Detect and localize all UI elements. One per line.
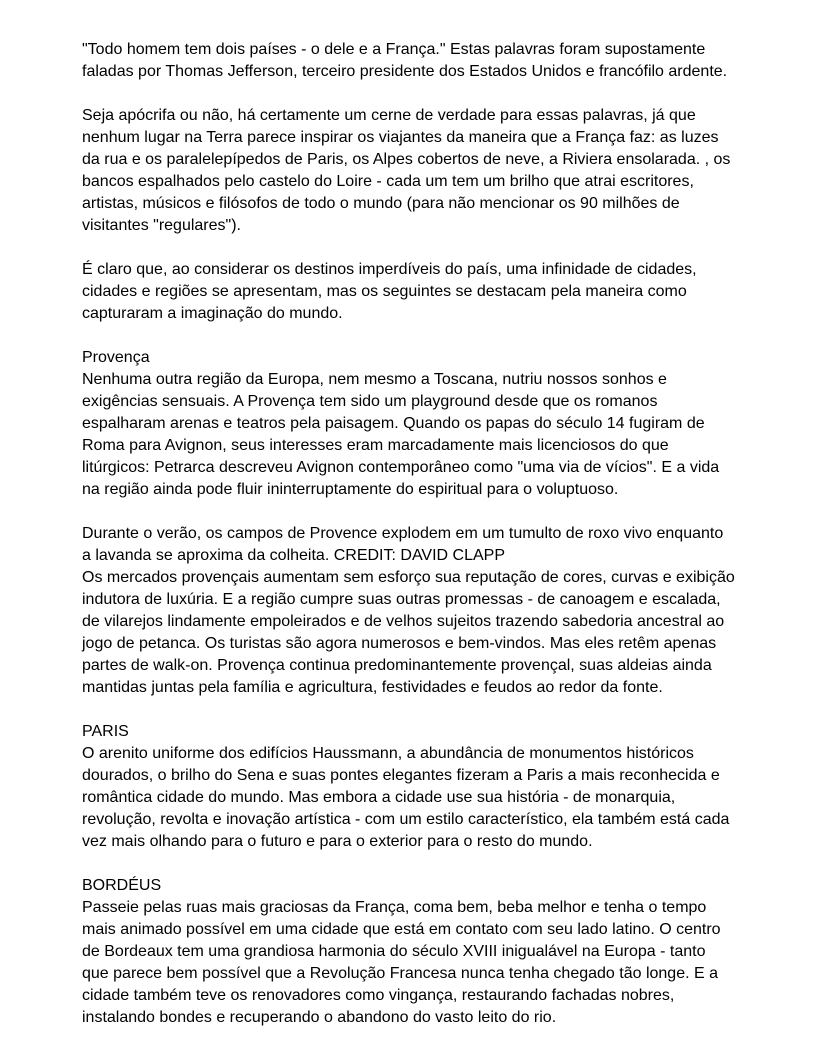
- provence-photo-caption: Durante o verão, os campos de Provence explodem em um tumulto de roxo vivo enquanto a lavanda se aproxima da colheita. CREDIT: DAVID CLAPP: [82, 525, 724, 564]
- document-page: [82, 39, 742, 1029]
- intro-paragraph-2: Seja apócrifa ou não, há certamente um cerne de verdade para essas palavras, já que nenhum lugar na Terra parece inspirar os viajantes da maneira que a França faz: as luzes da rua e os paralelepípedos de Paris, os Alpes cobertos de neve, a Riviera ensolarada. , os bancos espalhados pelo castelo do Loire - cada um tem um brilho que atrai escritores, artistas, músicos e filósofos de todo o mundo (para não mencionar os 90 milhões de visitantes "regulares").: [82, 107, 731, 234]
- section-heading-provence: Provença: [82, 349, 150, 366]
- paragraph-gap: [82, 237, 742, 259]
- section-bordeaux: [82, 875, 742, 1029]
- paragraph-gap: [82, 83, 742, 105]
- section-provence: [82, 347, 742, 699]
- paragraph-gap: [82, 325, 742, 347]
- provence-paragraph-2: Os mercados provençais aumentam sem esforço sua reputação de cores, curvas e exibição indutora de luxúria. E a região cumpre suas outras promessas - de canoagem e escalada, de vilarejos lindamente empoleirados e de velhos sujeitos trazendo sabedoria ancestral ao jogo de petanca. Os turistas são agora numerosos e bem-vindos. Mas eles retêm apenas partes de walk-on. Provença continua predominantemente provençal, suas aldeias ainda mantidas juntas pela família e agricultura, festividades e feudos ao redor da fonte.: [82, 569, 735, 696]
- paragraph-gap: [82, 853, 742, 875]
- section-heading-bordeaux: BORDÉUS: [82, 877, 162, 894]
- provence-paragraph-1: Nenhuma outra região da Europa, nem mesmo a Toscana, nutriu nossos sonhos e exigências sensuais. A Provença tem sido um playground desde que os romanos espalharam arenas e teatros pela paisagem. Quando os papas do século 14 fugiram de Roma para Avignon, seus interesses eram marcadamente mais licenciosos do que litúrgicos: Petrarca descreveu Avignon contemporâneo como "uma via de vícios". E a vida na região ainda pode fluir ininterruptamente do espiritual para o voluptuoso.: [82, 371, 720, 498]
- paragraph-gap: [82, 501, 742, 523]
- intro-paragraph-1: "Todo homem tem dois países - o dele e a França." Estas palavras foram supostamente faladas por Thomas Jefferson, terceiro presidente dos Estados Unidos e francófilo ardente.: [82, 41, 728, 80]
- bordeaux-paragraph: Passeie pelas ruas mais graciosas da França, coma bem, beba melhor e tenha o tempo mais animado possível em uma cidade que está em contato com seu lado latino. O centro de Bordeaux tem uma grandiosa harmonia do século XVIII inigualável na Europa - tanto que parece bem possível que a Revolução Francesa nunca tenha chegado tão longe. E a cidade também teve os renovadores como vingança, restaurando fachadas nobres, instalando bondes e recuperando o abandono do vasto leito do rio.: [82, 899, 721, 1026]
- section-heading-paris: PARIS: [82, 723, 129, 740]
- intro-paragraph-3: É claro que, ao considerar os destinos imperdíveis do país, uma infinidade de cidades, cidades e regiões se apresentam, mas os seguintes se destacam pela maneira como capturaram a imaginação do mundo.: [82, 261, 697, 322]
- section-paris: [82, 721, 742, 853]
- paris-paragraph: O arenito uniforme dos edifícios Haussmann, a abundância de monumentos históricos dourados, o brilho do Sena e suas pontes elegantes fizeram a Paris a mais reconhecida e romântica cidade do mundo. Mas embora a cidade use sua história - de monarquia, revolução, revolta e inovação artística - com um estilo característico, ela também está cada vez mais olhando para o futuro e para o exterior para o resto do mundo.: [82, 745, 730, 850]
- paragraph-gap: [82, 699, 742, 721]
